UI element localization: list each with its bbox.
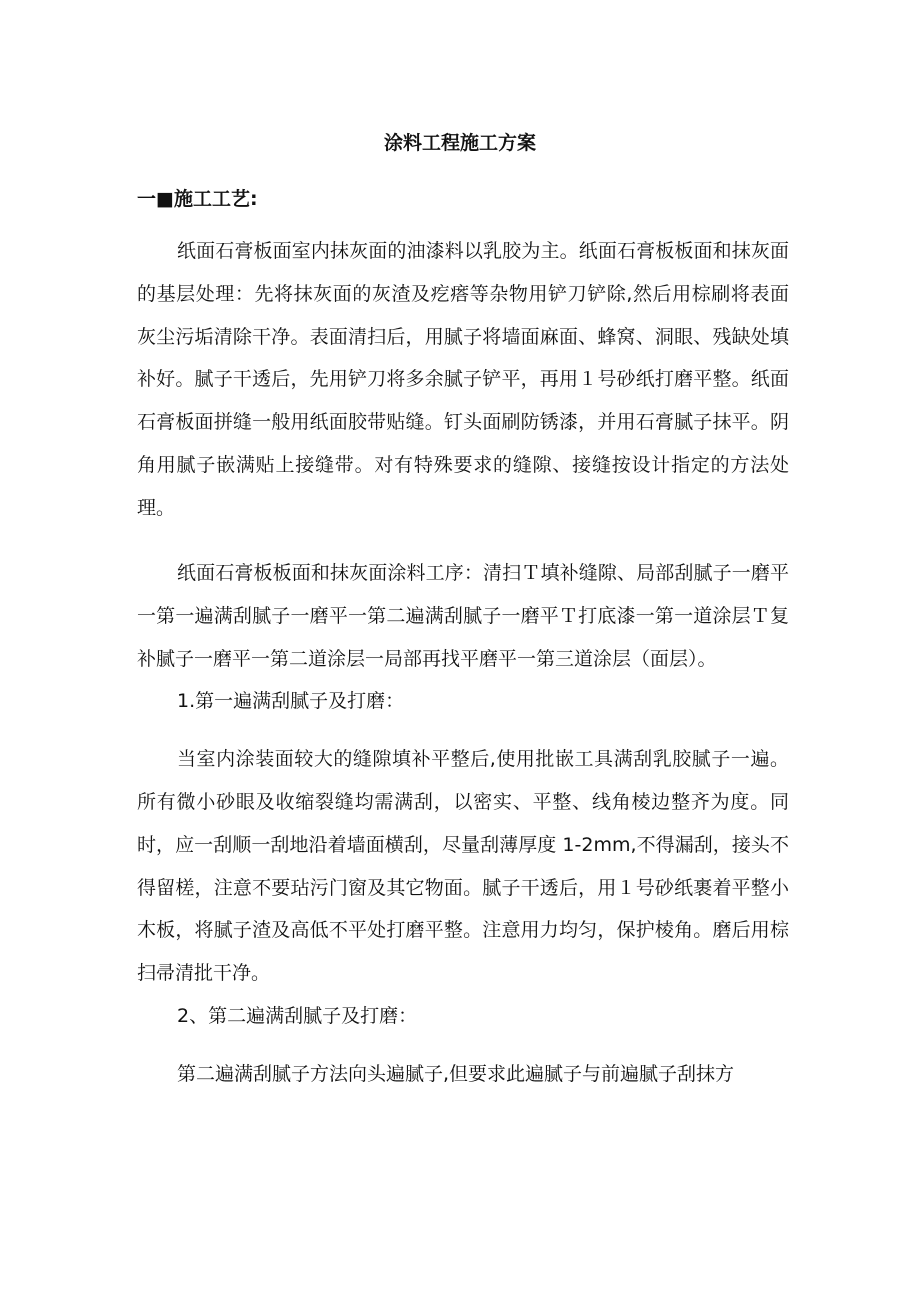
section-heading: 一■施工工艺: xyxy=(137,188,258,210)
paragraph-base-treatment: 纸面石膏板面室内抹灰面的油漆料以乳胶为主。纸面石膏板板面和抹灰面的基层处理：先将抹灰面的灰渣及疙瘩等杂物用铲刀铲除,然后用棕刷将表面灰尘污垢清除干净。表面清扫后，用腻子将墙面麻面、蜂窝、洞眼、残缺处填补好。腻子干透后，先用铲刀将多余腻子铲平，再用１号砂纸打磨平整。纸面石膏板面拼缝一般用纸面胶带贴缝。钉头面刷防锈漆，并用石膏腻子抹平。阴角用腻子嵌满贴上接缝带。对有特殊要求的缝隙、接缝按设计指定的方法处理。 xyxy=(137,240,789,519)
paragraph-first-putty: 当室内涂装面较大的缝隙填补平整后,使用批嵌工具满刮乳胶腻子一遍。所有微小砂眼及收缩裂缝均需满刮，以密实、平整、线角棱边整齐为度。同时，应一刮顺一刮地沿着墙面横刮，尽量刮薄厚度 1-2mm,不得漏刮，接头不得留槎，注意不要玷污门窗及其它物面。腻子干透后，用１号砂纸裹着平整小木板，将腻子渣及高低不平处打磨平整。注意用力均匀，保护棱角。磨后用棕扫帚清批干净。 xyxy=(137,748,789,985)
subheading-second-putty: 2、第二遍满刮腻子及打磨： xyxy=(177,1005,418,1028)
document-title: 涂料工程施工方案 xyxy=(383,132,536,154)
paragraph-second-putty: 第二遍满刮腻子方法向头遍腻子,但要求此遍腻子与前遍腻子刮抹方 xyxy=(177,1062,735,1085)
subheading-first-putty: 1.第一遍满刮腻子及打磨： xyxy=(177,690,405,713)
paragraph-process-steps: 纸面石膏板板面和抹灰面涂料工序：清扫Ｔ填补缝隙、局部刮腻子一磨平一第一遍满刮腻子一磨平一第二遍满刮腻子一磨平Ｔ打底漆一第一道涂层Ｔ复补腻子一磨平一第二道涂层一局部再找平磨平一第三道涂层（面层）。 xyxy=(137,562,789,670)
document-body xyxy=(137,230,789,1096)
